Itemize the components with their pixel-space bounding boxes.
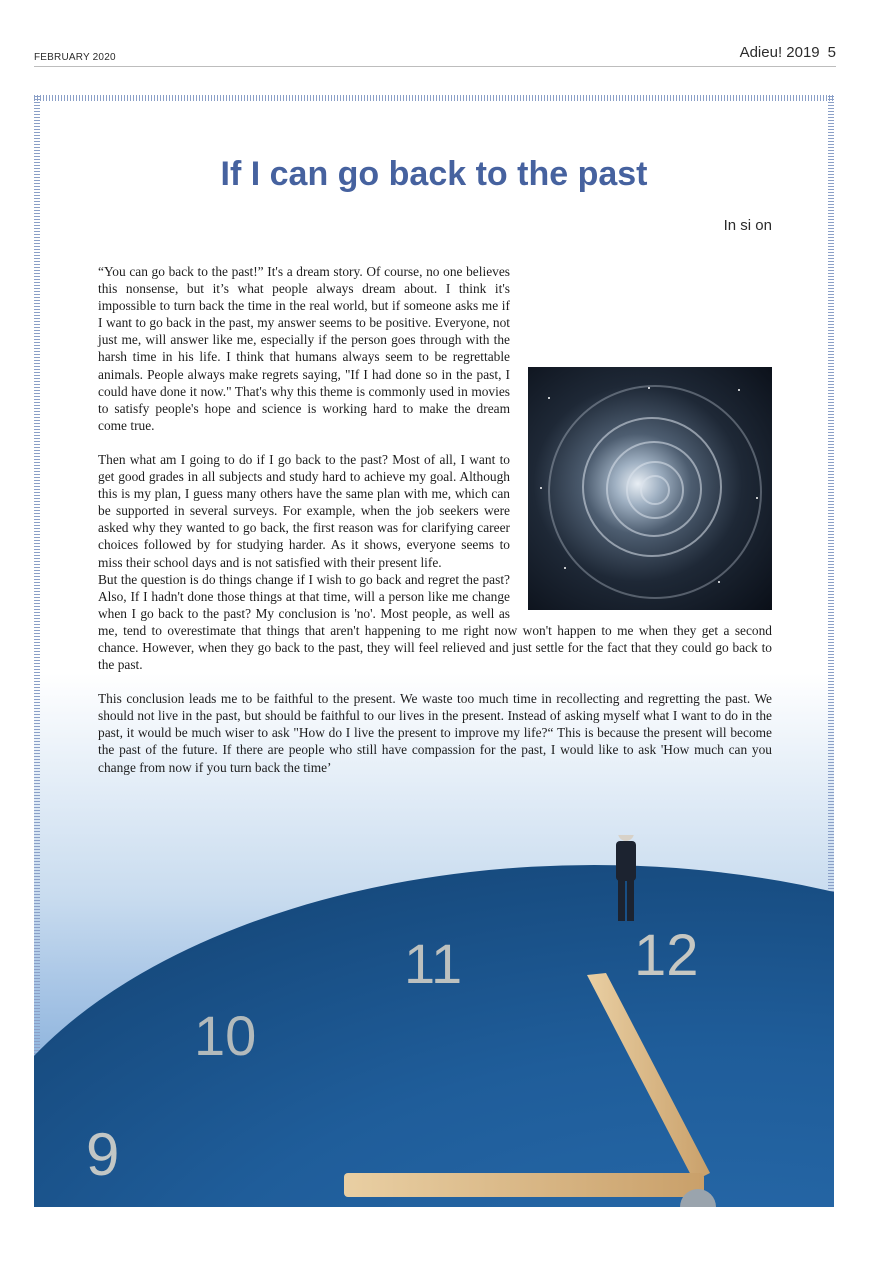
- paragraph-4: This conclusion leads me to be faithful to the present. We waste too much time in recollecting and regretting the past. We should not live in the past, but should be faithful to our lives in the present. Instead of asking myself what I want to do in the past, it would be much wiser to ask "How do I live the present to improve my life?“ This is because the present will become the past of the future. If there are people who still have compassion for the past, I would like to ask 'How much can you change from now if you turn back the time’: [98, 691, 772, 775]
- publication-brand: [740, 44, 836, 61]
- article-author: In si on: [723, 217, 772, 234]
- page-number: 5: [827, 44, 836, 61]
- issue-date: FEBRUARY 2020: [34, 52, 116, 63]
- spiral-clock-galaxy-image: [528, 367, 772, 610]
- brand-name: Adieu! 2019: [739, 44, 820, 61]
- article-body: [98, 263, 772, 776]
- dotted-border-top: [34, 95, 834, 101]
- article-panel: [34, 95, 834, 1207]
- clock-illustration: [34, 835, 834, 1207]
- clock-face: [34, 865, 834, 1207]
- clock-numeral-9: 9: [86, 1121, 120, 1188]
- paragraph-1: “You can go back to the past!” It's a dream story. Of course, no one believes this nonsense, but it’s what people always dream about. I think it's impossible to turn back the time in the real world, but if someone asks me if I want to go back in the past, my answer seems to be positive. Everyone, not just me, will answer like me, especially if the person goes through with the harsh time in his life. I think that humans always seem to be regrettable animals. People always make regrets saying, "If I had done so in the past, I could have done it now." That's why this theme is commonly used in movies to satisfy people's hope and science is working hard to make the dream come true.: [98, 264, 510, 433]
- paragraph-3: But the question is do things change if I wish to go back and regret the past? Also, If I hadn't done those things at that time, will a person like me change when I go back to the past? My conclusion is 'no'. Most people, as well as me, tend to overestimate that things that aren't happening to me right now won't happen to me when they get a second chance. However, when they go back to the past, they will feel relieved and just settle for the fact that they could go back to the past.: [98, 571, 772, 673]
- clock-numeral-12: 12: [634, 923, 699, 988]
- paragraph-2: Then what am I going to do if I go back to the past? Most of all, I want to get good grades in all subjects and study hard to achieve my goal. Although this is my plan, I guess many others have the same plan with me, which can be supported in several surveys. For example, when the job seekers were asked why they wanted to go back, the first reason was for clarifying career choices followed by for studying harder. As it shows, everyone seems to miss their school days and is not satisfied with their present life.: [98, 451, 510, 570]
- header-rule: [34, 66, 836, 67]
- clock-hour-hand: [344, 1173, 704, 1197]
- article-title: If I can go back to the past: [220, 155, 648, 193]
- clock-numeral-11: 11: [404, 932, 463, 995]
- clock-numeral-10: 10: [194, 1004, 257, 1067]
- paragraph-1-start: [98, 263, 772, 434]
